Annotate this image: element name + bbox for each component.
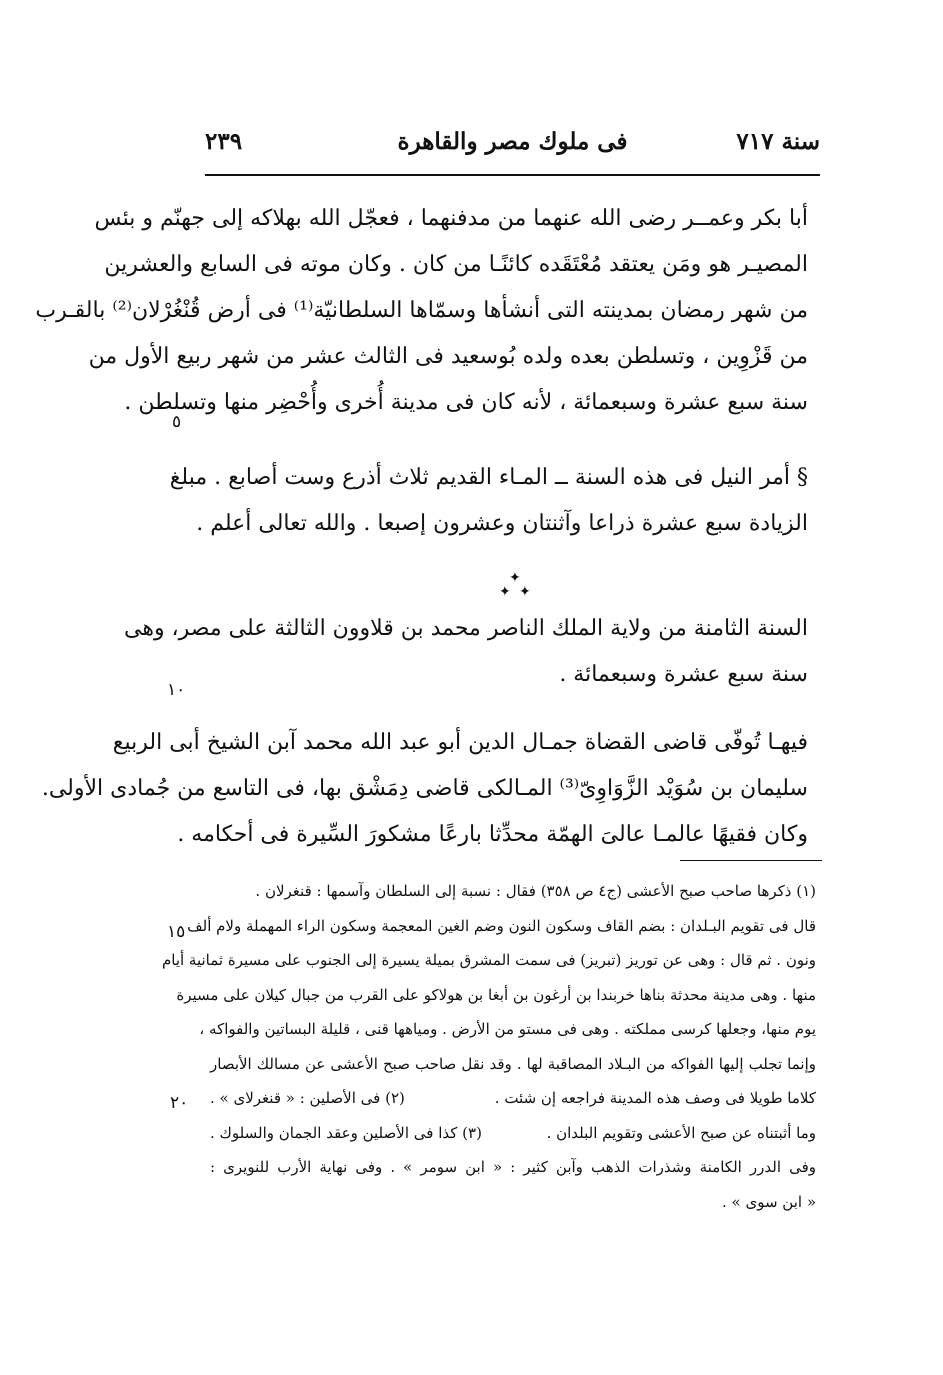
footnote-line: (١) ذكرها صاحب صبح الأعشى (ج٤ ص ٣٥٨) فقال : نسبة إلى السلطان وآسمها : قنغرلان . [255, 882, 816, 900]
footnote-line: وفى الدرر الكامنة وشذرات الذهب وآبن كثير : « ابن سومر » . وفى نهاية الأرب للنويرى : [210, 1158, 816, 1176]
text-line: من قَزْوِين ، وتسلطن بعده ولده بُوسعيد فى الثالث عشر من شهر ربيع الأول من [88, 344, 808, 369]
footnote-line: وإنما تجلب إليها الفواكه من البـلاد المصاقبة لها . وقد نقل صاحب صبح الأعشى عن مسالك الأبصار [210, 1054, 816, 1073]
footnote-line: ونون . ثم قال : وهى عن توريز (تبريز) فى سمت المشرق بميلة يسيرة إلى الجنوب على مسيرة ثمانية أيام [161, 951, 816, 969]
header-year: سنة ٧١٧ [736, 128, 820, 155]
header-rule [205, 174, 820, 176]
heading-line: سنة سبع عشرة وسبعمائة . [559, 662, 808, 687]
footnote-line: منها . وهى مدينة محدثة بناها خربندا بن أرغون بن أبغا بن هولاكو على القرب من جبال كيلان على مسيرة [176, 985, 816, 1004]
text-line: § أمر النيل فى هذه السنة ــ المـاء القديم ثلاث أذرع وست أصابع . مبلغ [169, 465, 808, 490]
text-line: المصيـر هو ومَن يعتقد مُعْتَقَده كائنًـا من كان . وكان موته فى السابع والعشرين [104, 252, 808, 277]
footnote-line [210, 1116, 816, 1151]
section-ornament: ✦ ✦ ✦ [499, 570, 531, 600]
text-line: سنة سبع عشرة وسبعمائة ، لأنه كان فى مدينة أُخرى وأُحْضِر منها وتسلطن . [124, 390, 808, 415]
text-line: من شهر رمضان بمدينته التى أنشأها وسمّاها السلطانيّة⁽¹⁾ فى أرض قُنْغُرْلان⁽²⁾ بالقـرب [35, 298, 808, 323]
page-number: ٢٣٩ [205, 128, 243, 155]
running-header [205, 128, 820, 168]
text-line: سليمان بن سُوَيْد الزَّوَاوِىّ⁽³⁾ المـالكى قاضى دِمَشْق بها، فى التاسع من جُمادى الأولى. [41, 776, 808, 801]
footnote-line [210, 1081, 816, 1116]
footnote-segment: وما أثبتناه عن صبح الأعشى وتقويم البلدان . [546, 1123, 816, 1142]
footnote-line: يوم منها، وجعلها كرسى مملكته . وهى فى مستو من الأرض . ومياهها قنى ، قليلة البساتين والفواكه ، [199, 1020, 816, 1038]
header-title: فى ملوك مصر والقاهرة [397, 128, 628, 155]
paragraph-1 [35, 196, 808, 426]
footnote-line: قال فى تقويم البـلدان : بضم القاف وسكون النون وضم الغين المعجمة وسكون الراء المهملة ولام ألف [187, 916, 816, 935]
footnote-segment: كلاما طويلا فى وصف هذه المدينة فراجعه إن شئت . [494, 1089, 816, 1107]
line-number-15: ١٥ [167, 922, 186, 942]
paragraph-nile [169, 455, 808, 547]
text-line: فيهـا تُوفّى قاضى القضاة جمـال الدين أبو عبد الله محمد آبن الشيخ أبى الربيع [112, 730, 808, 755]
footnote-segment: (٢) فى الأصلين : « قنغرلاى » . [210, 1089, 405, 1107]
footnote-line: « ابن سوى » . [721, 1192, 816, 1211]
paragraph-obituary [41, 720, 808, 858]
line-number-10: ١٠ [167, 680, 186, 700]
footnote-rule [680, 860, 822, 861]
heading-line: السنة الثامنة من ولاية الملك الناصر محمد بن قلاوون الثالثة على مصر، وهى [124, 616, 808, 641]
line-number-20: ٢٠ [170, 1093, 189, 1113]
footnote-segment: (٣) كذا فى الأصلين وعقد الجمان والسلوك . [210, 1123, 482, 1142]
text-line: أبا بكر وعمــر رضى الله عنهما من مدفنهما ، فعجّل الله بهلاكه إلى جهنّم و بئس [94, 206, 808, 231]
line-number-5: ٥ [172, 412, 182, 432]
text-line: وكان فقيهًا عالمـا عالىَ الهمّة محدِّثا بارعًا مشكورَ السِّيرة فى أحكامه . [177, 822, 808, 847]
text-line: الزيادة سبع عشرة ذراعا وآثنتان وعشرون إصبعا . والله تعالى أعلم . [196, 511, 808, 536]
